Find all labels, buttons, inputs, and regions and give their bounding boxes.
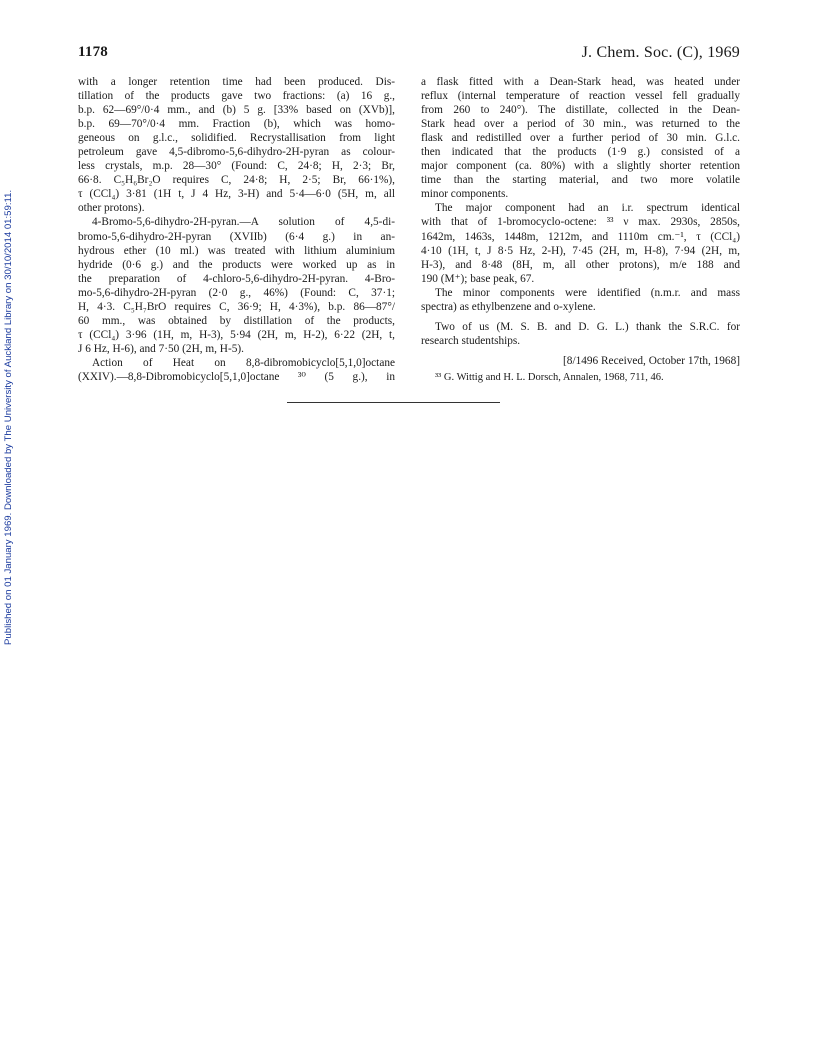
download-stamp: Published on 01 January 1969. Downloaded by The University of Auckland Library on 30/10/2014 01:59:11. bbox=[3, 189, 14, 645]
acknowledgement-line: research studentships. bbox=[421, 334, 521, 347]
body-line: The major component had an i.r. spectrum identical bbox=[435, 202, 740, 215]
body-line: The minor components were identified (n.m.r. and mass bbox=[435, 286, 740, 299]
body-line: bromo-5,6-dihydro-2H-pyran (XVIIb) (6·4 g.) in an- bbox=[78, 230, 395, 243]
body-line: from 260 to 240°). The distillate, collected in the Dean- bbox=[421, 104, 740, 117]
body-line: then indicated that the products (1·9 g.) consisted of a bbox=[421, 146, 740, 159]
body-line: b.p. 62—69°/0·4 mm., and (b) 5 g. [33% based on (XVb)], bbox=[78, 104, 395, 117]
body-line: other protons). bbox=[78, 202, 145, 215]
body-line: H-3), and 8·48 (8H, m, all other protons), m/e 188 and bbox=[421, 258, 740, 271]
body-line: 60 mm., was obtained by distillation of the products, bbox=[78, 314, 395, 327]
body-line: 4·10 (1H, t, J 8·5 Hz, 2-H), 7·45 (2H, m, H-8), 7·94 (2H, m, bbox=[421, 244, 740, 257]
body-line: minor components. bbox=[421, 188, 509, 201]
body-line: (XXIV).—8,8-Dibromobicyclo[5,1,0]octane ³⁰ (5 g.), in bbox=[78, 370, 395, 383]
body-line: the preparation of 4-chloro-5,6-dihydro-2H-pyran. 4-Bro- bbox=[78, 272, 395, 285]
body-line: flask and redistilled over a further period of 30 min. G.l.c. bbox=[421, 132, 740, 145]
body-line: tillation of the products gave two fractions: (a) 16 g., bbox=[78, 90, 395, 103]
reference-33: ³³ G. Wittig and H. L. Dorsch, Annalen, 1968, 711, 46. bbox=[435, 371, 664, 383]
body-line: J 6 Hz, H-6), and 7·50 (2H, m, H-5). bbox=[78, 342, 244, 355]
left-column bbox=[78, 75, 395, 384]
body-line: spectra) as ethylbenzene and o-xylene. bbox=[421, 300, 596, 313]
page-number: 1178 bbox=[78, 44, 108, 60]
body-line: hydride (0·6 g.) and the products were worked up as in bbox=[78, 258, 395, 271]
body-line: Stark head over a period of 30 min., was returned to the bbox=[421, 118, 740, 131]
body-line: with that of 1-bromocyclo-octene: ³³ ν max. 2930s, 2850s, bbox=[421, 216, 740, 229]
body-line: geneous on g.l.c., solidified. Recrystallisation from light bbox=[78, 132, 395, 145]
body-line: petroleum gave 4,5-dibromo-5,6-dihydro-2H-pyran as colour- bbox=[78, 146, 395, 159]
body-line: τ (CCl₄) 3·96 (1H, m, H-3), 5·94 (2H, m, H-2), 6·22 (2H, t, bbox=[78, 328, 395, 341]
body-line: with a longer retention time had been produced. Dis- bbox=[78, 76, 395, 88]
journal-title: J. Chem. Soc. (C), 1969 bbox=[581, 44, 740, 61]
end-rule bbox=[287, 402, 500, 403]
body-line: time than the starting material, and two more volatile bbox=[421, 174, 740, 187]
body-line: reflux (internal temperature of reaction vessel fell gradually bbox=[421, 90, 740, 103]
received-date: [8/1496 Received, October 17th, 1968] bbox=[563, 354, 740, 367]
body-line: hydrous ether (10 ml.) was treated with lithium aluminium bbox=[78, 244, 395, 257]
body-line: a flask fitted with a Dean-Stark head, was heated under bbox=[421, 76, 740, 88]
acknowledgement-line: Two of us (M. S. B. and D. G. L.) thank the S.R.C. for bbox=[435, 320, 740, 333]
body-line: H, 4·3. C₅H₇BrO requires C, 36·9; H, 4·3%), b.p. 86—87°/ bbox=[78, 300, 395, 313]
body-line: 1642m, 1463s, 1448m, 1212m, and 1110m cm.⁻¹, τ (CCl₄) bbox=[421, 230, 740, 243]
body-line: major component (ca. 80%) with a slightly shorter retention bbox=[421, 160, 740, 173]
section-heading-line: Action of Heat on 8,8-dibromobicyclo[5,1,0]octane bbox=[92, 356, 395, 369]
body-line: 190 (M⁺); base peak, 67. bbox=[421, 272, 535, 285]
body-line: b.p. 69—70°/0·4 mm. Fraction (b), which was homo- bbox=[78, 118, 395, 131]
body-line: mo-5,6-dihydro-2H-pyran (2·0 g., 46%) (Found: C, 37·1; bbox=[78, 286, 395, 299]
body-line: 66·8. C₅H₆Br₂O requires C, 24·8; H, 2·5; Br, 66·1%), bbox=[78, 174, 395, 187]
section-heading-line: 4-Bromo-5,6-dihydro-2H-pyran.—A solution of 4,5-di- bbox=[92, 216, 395, 229]
body-line: less crystals, m.p. 28—30° (Found: C, 24·8; H, 2·3; Br, bbox=[78, 160, 395, 173]
right-column bbox=[421, 75, 740, 385]
body-line: τ (CCl₄) 3·81 (1H t, J 4 Hz, 3-H) and 5·4—6·0 (5H, m, all bbox=[78, 188, 395, 201]
